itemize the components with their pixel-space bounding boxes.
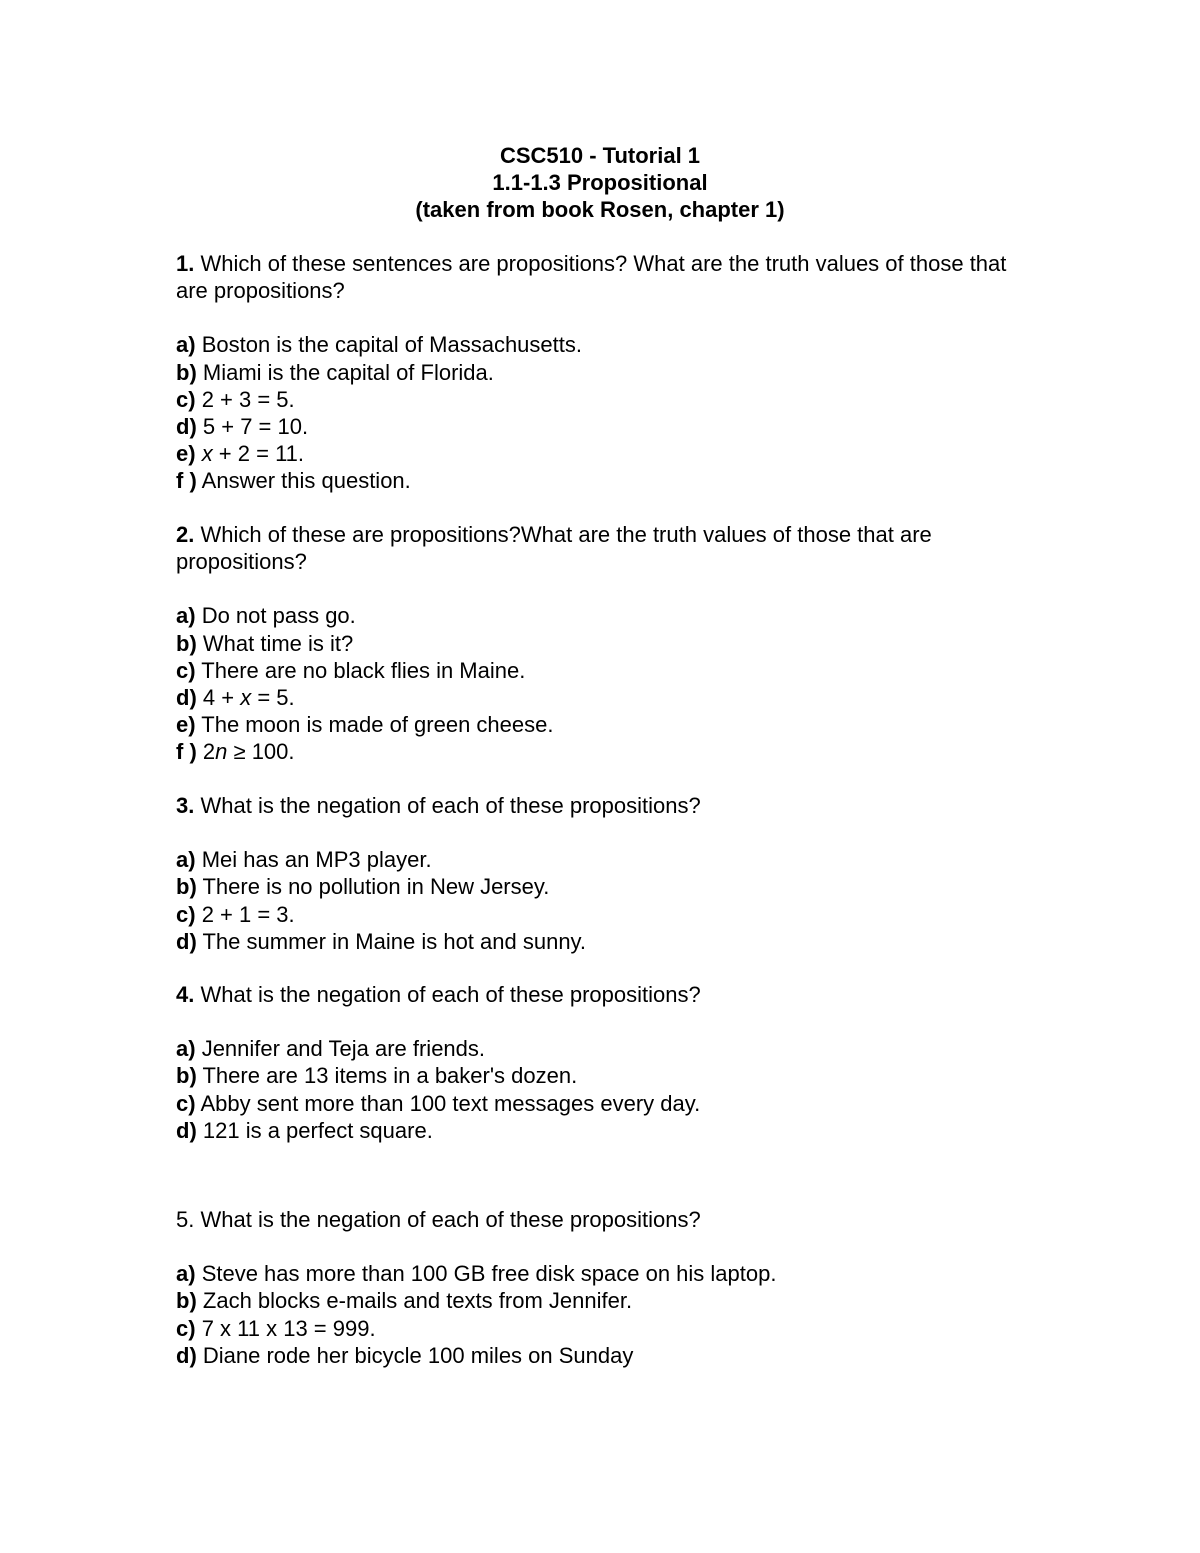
item-label: d) xyxy=(176,414,197,440)
item-label: a) xyxy=(176,847,196,873)
list-item xyxy=(176,1090,1036,1117)
list-item xyxy=(176,1287,1036,1314)
question-prompt xyxy=(176,250,1036,304)
item-text: What time is it? xyxy=(202,630,354,656)
item-text: The moon is made of green cheese. xyxy=(201,712,554,738)
list-item xyxy=(176,1062,1036,1089)
item-label: c) xyxy=(176,1315,196,1341)
question-text: What is the negation of each of these propositions? xyxy=(200,1207,701,1232)
list-item xyxy=(176,386,1036,413)
question-text: What is the negation of each of these propositions? xyxy=(200,982,701,1007)
item-text: + 2 = 11. xyxy=(212,441,305,467)
item-text: Zach blocks e-mails and texts from Jennifer. xyxy=(202,1288,633,1314)
item-text: Abby sent more than 100 text messages every day. xyxy=(200,1090,701,1116)
item-label: b) xyxy=(176,1063,197,1089)
list-item xyxy=(176,467,1036,494)
item-label: b) xyxy=(176,630,197,656)
question-2 xyxy=(176,521,1036,766)
section-title: 1.1-1.3 Propositional xyxy=(492,170,708,195)
item-label: f ) xyxy=(176,468,197,494)
question-3 xyxy=(176,792,1036,955)
list-item xyxy=(176,1342,1036,1369)
question-text: Which of these sentences are propositions? What are the truth values of those that are propositions? xyxy=(176,251,1007,304)
item-text: Do not pass go. xyxy=(201,603,356,629)
item-label: d) xyxy=(176,1342,197,1368)
list-item xyxy=(176,684,1036,711)
item-text: 5 + 7 = 10. xyxy=(202,414,309,440)
source-note: (taken from book Rosen, chapter 1) xyxy=(415,197,785,222)
question-number: 2. xyxy=(176,522,195,547)
item-text: Boston is the capital of Massachusetts. xyxy=(201,332,582,358)
question-number: 1. xyxy=(176,251,195,276)
question-text: Which of these are propositions?What are the truth values of those that are propositions? xyxy=(176,522,932,575)
item-text: Steve has more than 100 GB free disk space on his laptop. xyxy=(201,1261,777,1287)
list-item xyxy=(176,602,1036,629)
item-label: d) xyxy=(176,928,197,954)
list-item xyxy=(176,846,1036,873)
question-5 xyxy=(176,1206,1036,1369)
item-label: b) xyxy=(176,1288,197,1314)
list-item xyxy=(176,657,1036,684)
item-text: 121 is a perfect square. xyxy=(202,1117,433,1143)
list-item xyxy=(176,1035,1036,1062)
list-item xyxy=(176,738,1036,765)
item-text: There is no pollution in New Jersey. xyxy=(202,874,550,900)
item-variable: n xyxy=(215,739,228,765)
question-number: 3. xyxy=(176,793,195,818)
item-text: Jennifer and Teja are friends. xyxy=(201,1036,486,1062)
list-item xyxy=(176,1260,1036,1287)
item-text: Miami is the capital of Florida. xyxy=(202,359,494,385)
item-label: b) xyxy=(176,874,197,900)
list-item xyxy=(176,630,1036,657)
question-prompt xyxy=(176,1206,1036,1233)
item-text: There are 13 items in a baker's dozen. xyxy=(202,1063,578,1089)
item-text: Answer this question. xyxy=(201,468,411,494)
list-item xyxy=(176,711,1036,738)
item-label: d) xyxy=(176,685,197,711)
question-number: 5. xyxy=(176,1207,195,1232)
question-text: What is the negation of each of these propositions? xyxy=(200,793,701,818)
item-text: = 5. xyxy=(251,685,295,711)
item-label: d) xyxy=(176,1117,197,1143)
document-header xyxy=(0,142,1200,223)
item-text: The summer in Maine is hot and sunny. xyxy=(202,928,587,954)
item-label: c) xyxy=(176,657,196,683)
item-text: There are no black flies in Maine. xyxy=(201,657,526,683)
question-prompt xyxy=(176,981,1036,1008)
item-label: e) xyxy=(176,712,196,738)
question-prompt xyxy=(176,521,1036,575)
item-label: c) xyxy=(176,386,196,412)
item-variable: x xyxy=(201,441,213,467)
item-label: e) xyxy=(176,441,196,467)
item-label: c) xyxy=(176,1090,196,1116)
question-4 xyxy=(176,981,1036,1144)
list-item xyxy=(176,928,1036,955)
item-text: 7 x 11 x 13 = 999. xyxy=(201,1315,376,1341)
item-label: a) xyxy=(176,1261,196,1287)
item-label: c) xyxy=(176,901,196,927)
question-prompt xyxy=(176,792,1036,819)
item-variable: x xyxy=(240,685,252,711)
item-label: a) xyxy=(176,332,196,358)
question-number: 4. xyxy=(176,982,195,1007)
item-text: ≥ 100. xyxy=(227,739,295,765)
list-item xyxy=(176,331,1036,358)
list-item xyxy=(176,1315,1036,1342)
item-text: 2 + 3 = 5. xyxy=(201,386,295,412)
course-title: CSC510 - Tutorial 1 xyxy=(499,143,701,168)
item-label: b) xyxy=(176,359,197,385)
item-text: 2 + 1 = 3. xyxy=(201,901,295,927)
question-1 xyxy=(176,250,1036,495)
item-label: f ) xyxy=(176,739,197,765)
item-prefix: 4 + xyxy=(202,685,241,711)
list-item xyxy=(176,440,1036,467)
item-label: a) xyxy=(176,1036,196,1062)
list-item xyxy=(176,901,1036,928)
item-label: a) xyxy=(176,603,196,629)
list-item xyxy=(176,359,1036,386)
list-item xyxy=(176,1117,1036,1144)
list-item xyxy=(176,873,1036,900)
item-text: Mei has an MP3 player. xyxy=(201,847,432,873)
item-text: Diane rode her bicycle 100 miles on Sunday xyxy=(202,1342,634,1368)
item-prefix: 2 xyxy=(202,739,216,765)
list-item xyxy=(176,413,1036,440)
